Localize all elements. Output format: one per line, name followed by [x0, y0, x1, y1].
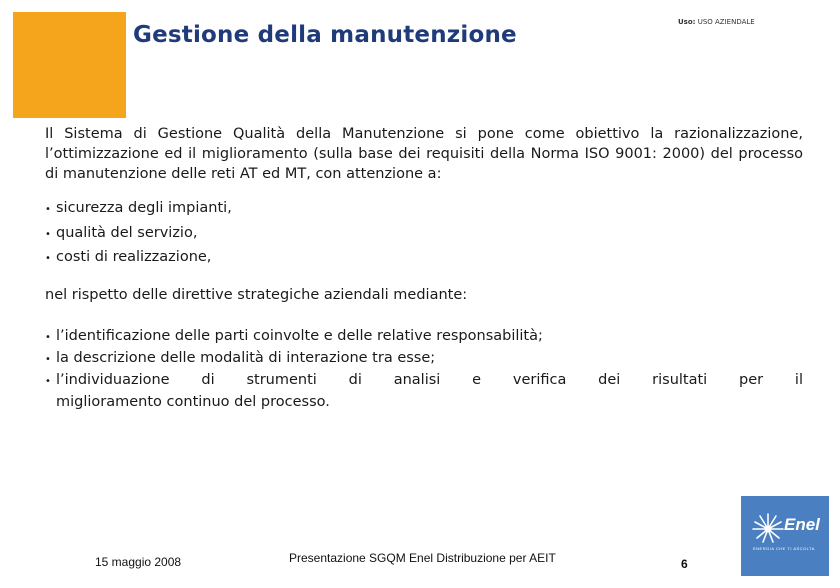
list-item — [45, 326, 803, 348]
list-item — [45, 249, 805, 274]
usage-label: Uso: — [678, 18, 696, 26]
bullet-icon: • — [45, 253, 51, 264]
footer-presentation-title: Presentazione SGQM Enel Distribuzione per AEIT — [289, 551, 556, 565]
list-item-text: costi di realizzazione, — [56, 249, 212, 265]
usage-classification — [678, 18, 755, 26]
page-number: 6 — [681, 557, 688, 571]
list-item-text: miglioramento continuo del processo. — [56, 394, 330, 410]
bullet-icon: • — [45, 332, 51, 343]
orange-accent-block — [13, 12, 126, 118]
means-list — [45, 326, 803, 412]
bullet-icon: • — [45, 228, 51, 240]
intro-paragraph: Il Sistema di Gestione Qualità della Manutenzione si pone come obiettivo la razionalizzazione, l’ottimizzazione ed il miglioramento (sulla base dei requisiti della Norma ISO 9001: 2000) del processo di manutenzione delle reti AT ed MT, con attenzione a: — [45, 126, 803, 182]
bullet-icon: • — [45, 376, 51, 387]
list-item-text: qualità del servizio, — [56, 224, 198, 241]
enel-sun-icon — [741, 496, 829, 576]
logo-brand: Enel — [784, 515, 820, 534]
middle-sentence: nel rispetto delle direttive strategiche aziendali mediante: — [45, 287, 468, 303]
usage-value: USO AZIENDALE — [697, 18, 755, 26]
bullet-icon: • — [45, 204, 51, 215]
page-title: Gestione della manutenzione — [133, 22, 517, 48]
attention-list — [45, 200, 805, 274]
list-item — [45, 348, 803, 370]
logo-tagline: ENERGIA CHE TI ASCOLTA — [753, 546, 815, 551]
list-item — [45, 200, 805, 225]
list-item-text: la descrizione delle modalità di interazione tra esse; — [56, 350, 436, 366]
footer-date: 15 maggio 2008 — [95, 555, 182, 569]
list-item — [45, 225, 805, 250]
enel-logo — [741, 496, 829, 576]
list-item-text: sicurezza degli impianti, — [56, 200, 232, 216]
list-item-text: l’individuazione di strumenti di analisi e verifica dei risultati per il — [56, 372, 803, 388]
list-item-continuation — [45, 392, 803, 412]
list-item-text: l’identificazione delle parti coinvolte e delle relative responsabilità; — [56, 328, 543, 344]
bullet-icon: • — [45, 354, 51, 365]
list-item — [45, 370, 803, 392]
